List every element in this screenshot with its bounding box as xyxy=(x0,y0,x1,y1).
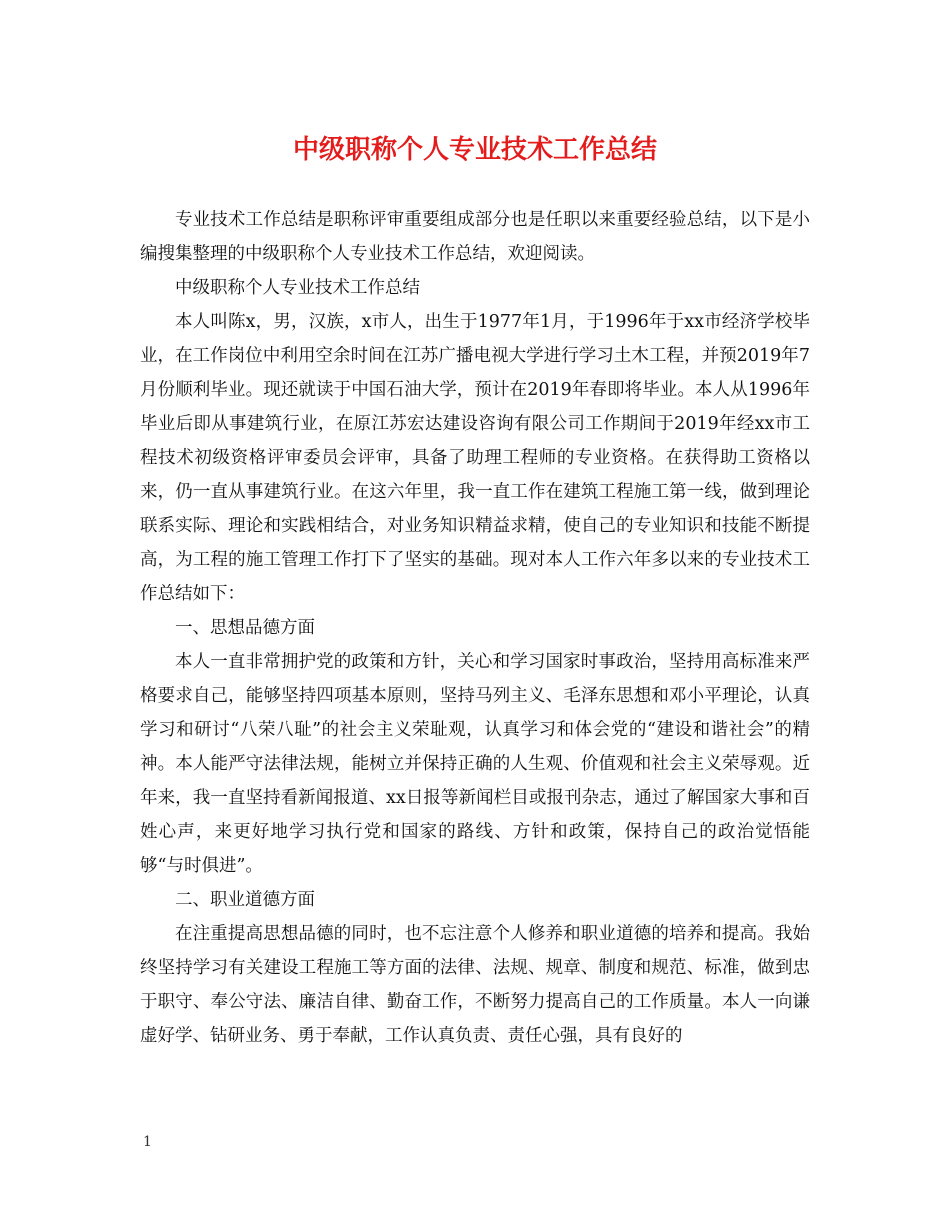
section-heading-ideology: 一、思想品德方面 xyxy=(175,618,315,638)
professional-ethics-paragraph: 在注重提高思想品德的同时，也不忘注意个人修养和职业道德的培养和提高。我始终坚持学习有关建设工程施工等方面的法律、法规、规章、制度和规范、标准，做到忠于职守、奉公守法、廉洁自律、勤奋工作，不断努力提高自己的工作质量。本人一向谦虚好学、钻研业务、勇于奉献，工作认真负责、责任心强，具有良好的 xyxy=(140,924,810,1046)
section-heading-professional-ethics: 二、职业道德方面 xyxy=(175,890,315,910)
subheading-summary: 中级职称个人专业技术工作总结 xyxy=(175,278,420,298)
personal-background-paragraph: 本人叫陈x，男，汉族，x市人，出生于1977年1月，于1996年于xx市经济学校毕业，在工作岗位中利用空余时间在江苏广播电视大学进行学习土木工程，并预2019年7月份顺利毕业。现还就读于中国石油大学，预计在2019年春即将毕业。本人从1996年毕业后即从事建筑行业，在原江苏宏达建设咨询有限公司工作期间于2019年经xx市工程技术初级资格评审委员会评审，具备了助理工程师的专业资格。在获得助工资格以来，仍一直从事建筑行业。在这六年里，我一直工作在建筑工程施工第一线，做到理论联系实际、理论和实践相结合，对业务知识精益求精，使自己的专业知识和技能不断提高，为工程的施工管理工作打下了坚实的基础。现对本人工作六年多以来的专业技术工作总结如下： xyxy=(140,312,810,604)
page-number: 1 xyxy=(143,1134,152,1150)
document-title: 中级职称个人专业技术工作总结 xyxy=(292,135,657,165)
intro-paragraph: 专业技术工作总结是职称评审重要组成部分也是任职以来重要经验总结，以下是小编搜集整理的中级职称个人专业技术工作总结，欢迎阅读。 xyxy=(140,210,810,264)
ideology-paragraph: 本人一直非常拥护党的政策和方针，关心和学习国家时事政治，坚持用高标准来严格要求自己，能够坚持四项基本原则，坚持马列主义、毛泽东思想和邓小平理论，认真学习和研讨“八荣八耻”的社会主义荣耻观，认真学习和体会党的“建设和谐社会”的精神。本人能严守法律法规，能树立并保持正确的人生观、价值观和社会主义荣辱观。近年来，我一直坚持看新闻报道、xx日报等新闻栏目或报刊杂志，通过了解国家大事和百姓心声，来更好地学习执行党和国家的路线、方针和政策，保持自己的政治觉悟能够“与时俱进”。 xyxy=(140,652,810,876)
document-body xyxy=(140,203,810,1053)
